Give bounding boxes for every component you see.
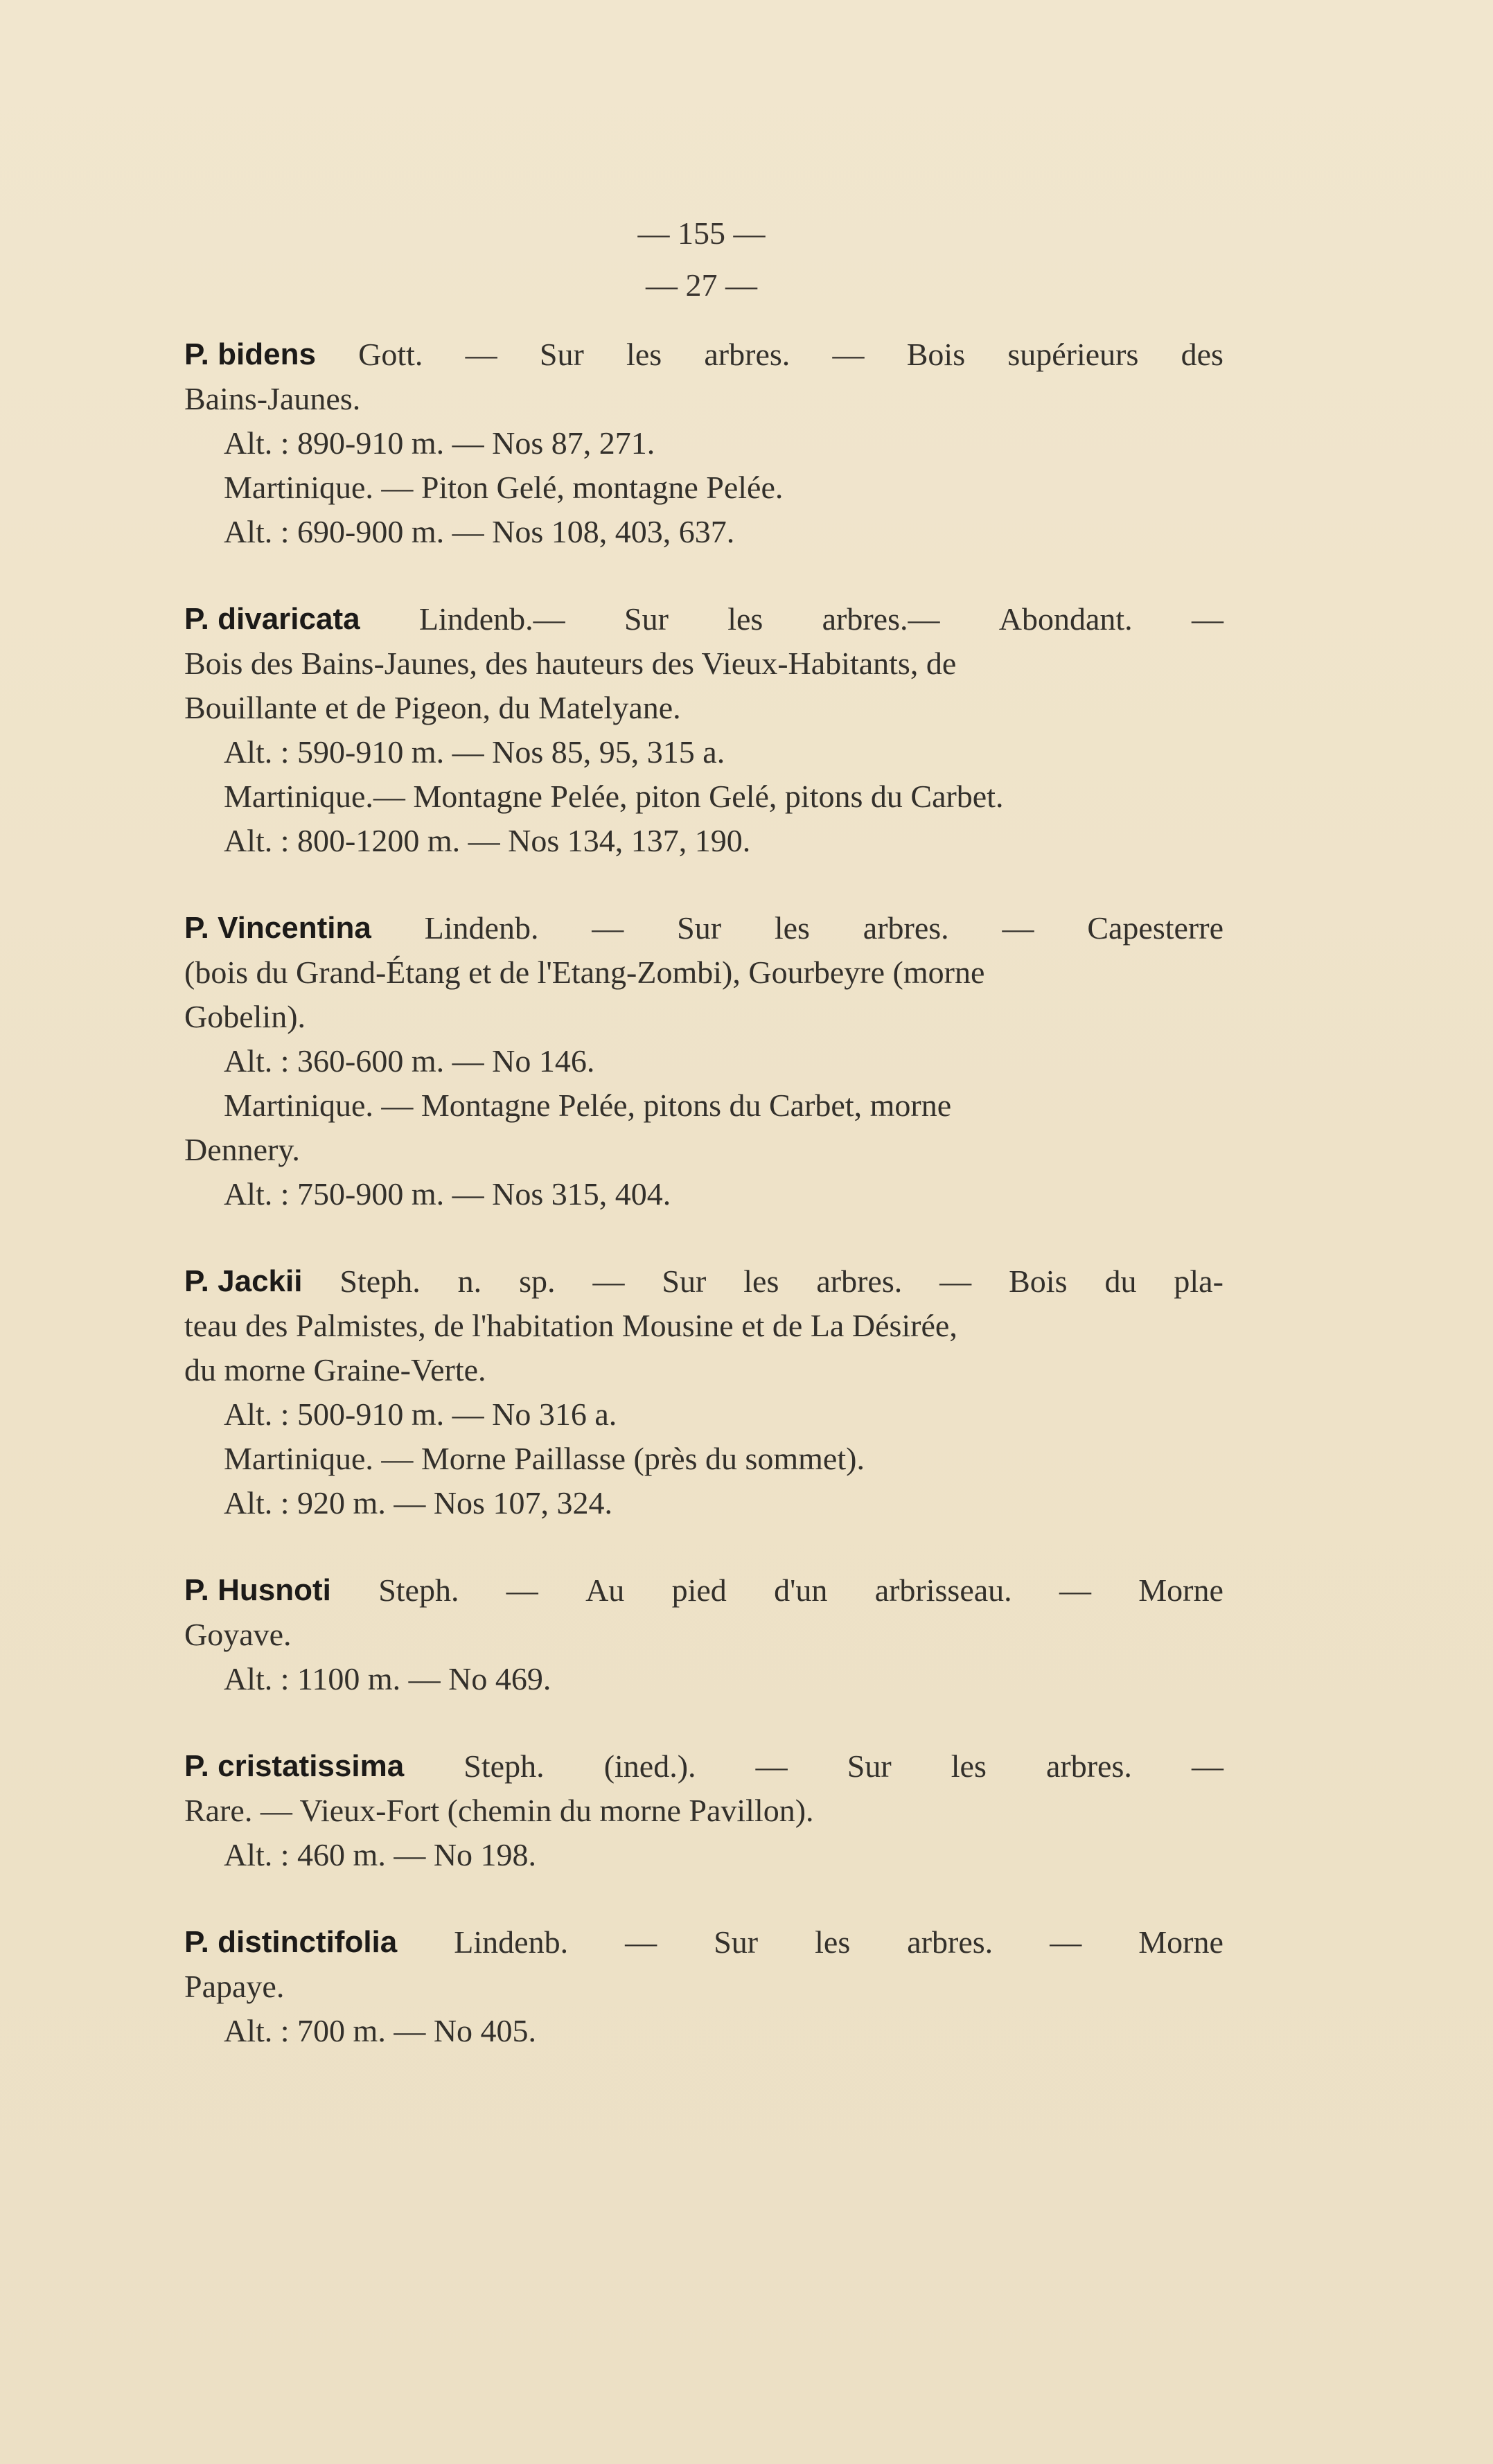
lead-word: Sur bbox=[847, 1748, 892, 1784]
taxon-name: P. Husnoti bbox=[184, 1573, 331, 1607]
entry-line: Alt. : 750-900 m. — Nos 315, 404. bbox=[224, 1176, 671, 1212]
taxon-name: P. bidens bbox=[184, 337, 316, 371]
entry-lead-line bbox=[184, 597, 1223, 641]
lead-word: pla- bbox=[1174, 1264, 1223, 1299]
entry bbox=[184, 1568, 1223, 1701]
taxon-name: P. cristatissima bbox=[184, 1749, 405, 1783]
entry bbox=[184, 1744, 1223, 1877]
entry-lead-line bbox=[184, 1744, 1223, 1789]
lead-word: arbrisseau. bbox=[874, 1572, 1012, 1608]
lead-word: Sur bbox=[714, 1924, 759, 1960]
entry-line: Martinique.— Montagne Pelée, piton Gelé, pitons du Carbet. bbox=[224, 779, 1004, 814]
lead-word: Sur bbox=[624, 601, 669, 637]
entry-line: Dennery. bbox=[184, 1132, 300, 1167]
entry bbox=[184, 1920, 1223, 2053]
lead-word: Sur bbox=[677, 910, 722, 946]
taxon-name: P. Jackii bbox=[184, 1264, 303, 1298]
lead-word: arbres.— bbox=[822, 601, 940, 637]
entry-line: Bouillante et de Pigeon, du Matelyane. bbox=[184, 690, 681, 725]
entry-line: (bois du Grand-Étang et de l'Etang-Zombi), Gourbeyre (morne bbox=[184, 955, 985, 990]
lead-word: Steph. bbox=[339, 1264, 421, 1299]
body-text bbox=[184, 333, 1223, 2096]
entry-line: Alt. : 500-910 m. — No 316 a. bbox=[224, 1397, 617, 1432]
lead-word: Sur bbox=[539, 337, 584, 372]
lead-word: Morne bbox=[1138, 1572, 1223, 1608]
lead-word: — bbox=[592, 910, 624, 946]
entry-line: Gobelin). bbox=[184, 999, 306, 1034]
lead-word: supérieurs bbox=[1007, 337, 1139, 372]
lead-word: — bbox=[506, 1572, 538, 1608]
lead-word: — bbox=[755, 1748, 788, 1784]
lead-word: les bbox=[774, 910, 810, 946]
lead-word: Lindenb. bbox=[424, 910, 539, 946]
entry-line: Alt. : 690-900 m. — Nos 108, 403, 637. bbox=[224, 514, 735, 549]
lead-word: Morne bbox=[1138, 1924, 1223, 1960]
entry-lead-line bbox=[184, 333, 1223, 377]
lead-word: Bois bbox=[1009, 1264, 1068, 1299]
entry-line: teau des Palmistes, de l'habitation Mousine et de La Désirée, bbox=[184, 1308, 957, 1343]
lead-word: — bbox=[1002, 910, 1034, 946]
lead-word: des bbox=[1181, 337, 1223, 372]
lead-word: pied bbox=[671, 1572, 727, 1608]
lead-word: — bbox=[1191, 1748, 1223, 1784]
lead-word: — bbox=[625, 1924, 657, 1960]
taxon-name: P. distinctifolia bbox=[184, 1925, 398, 1959]
entry-line: Bois des Bains-Jaunes, des hauteurs des Vieux-Habitants, de bbox=[184, 646, 957, 681]
lead-word: Gott. bbox=[358, 337, 423, 372]
lead-word: Lindenb. bbox=[454, 1924, 569, 1960]
lead-word: les bbox=[626, 337, 662, 372]
lead-word: — bbox=[1191, 601, 1223, 637]
lead-word: Bois bbox=[906, 337, 966, 372]
entry bbox=[184, 1259, 1223, 1525]
lead-word: Abondant. bbox=[998, 601, 1133, 637]
entry-line: du morne Graine-Verte. bbox=[184, 1352, 486, 1388]
entry-line: Goyave. bbox=[184, 1617, 292, 1652]
lead-word: — bbox=[1050, 1924, 1082, 1960]
entry-line: Alt. : 920 m. — Nos 107, 324. bbox=[224, 1485, 612, 1521]
entry-line: Papaye. bbox=[184, 1969, 285, 2004]
lead-word: Lindenb.— bbox=[418, 601, 565, 637]
lead-word: les bbox=[815, 1924, 851, 1960]
lead-word: Au bbox=[585, 1572, 625, 1608]
lead-word: — bbox=[832, 337, 865, 372]
taxon-name: P. divaricata bbox=[184, 602, 360, 636]
lead-word: arbres. bbox=[1045, 1748, 1132, 1784]
page-number-original: — 155 — bbox=[637, 215, 766, 251]
entry-lead-line bbox=[184, 1920, 1223, 1965]
entry-line: Alt. : 800-1200 m. — Nos 134, 137, 190. bbox=[224, 823, 751, 858]
entry-line: Martinique. — Montagne Pelée, pitons du Carbet, morne bbox=[224, 1088, 952, 1123]
entry-line: Martinique. — Piton Gelé, montagne Pelée. bbox=[224, 470, 784, 505]
entry-line: Bains-Jaunes. bbox=[184, 381, 361, 416]
lead-word: n. bbox=[457, 1264, 482, 1299]
entry-line: Rare. — Vieux-Fort (chemin du morne Pavillon). bbox=[184, 1793, 814, 1828]
entry-line: Martinique. — Morne Paillasse (près du sommet). bbox=[224, 1441, 865, 1476]
lead-word: arbres. bbox=[907, 1924, 993, 1960]
lead-word: du bbox=[1104, 1264, 1137, 1299]
entry-line: Alt. : 360-600 m. — No 146. bbox=[224, 1043, 595, 1079]
lead-word: Capesterre bbox=[1087, 910, 1223, 946]
entry bbox=[184, 906, 1223, 1216]
entry bbox=[184, 597, 1223, 863]
lead-word: Steph. bbox=[378, 1572, 459, 1608]
entry-line: Alt. : 700 m. — No 405. bbox=[224, 2013, 537, 2048]
entry-lead-line bbox=[184, 1259, 1223, 1304]
lead-word: les bbox=[727, 601, 763, 637]
entry bbox=[184, 333, 1223, 554]
lead-word: — bbox=[465, 337, 497, 372]
lead-word: les bbox=[743, 1264, 779, 1299]
entry-line: Alt. : 1100 m. — No 469. bbox=[224, 1661, 551, 1696]
entry-lead-line bbox=[184, 1568, 1223, 1613]
lead-word: — bbox=[939, 1264, 972, 1299]
lead-word: Steph. bbox=[463, 1748, 545, 1784]
lead-word: (ined.). bbox=[603, 1748, 696, 1784]
entry-lead-line bbox=[184, 906, 1223, 950]
entry-line: Alt. : 460 m. — No 198. bbox=[224, 1837, 537, 1872]
entry-line: Alt. : 590-910 m. — Nos 85, 95, 315 a. bbox=[224, 734, 725, 770]
lead-word: — bbox=[1059, 1572, 1091, 1608]
lead-word: — bbox=[592, 1264, 625, 1299]
lead-word: sp. bbox=[519, 1264, 556, 1299]
lead-word: arbres. bbox=[863, 910, 949, 946]
entry-line: Alt. : 890-910 m. — Nos 87, 271. bbox=[224, 425, 655, 461]
page-number-section: — 27 — bbox=[646, 267, 757, 303]
lead-word: arbres. bbox=[704, 337, 790, 372]
lead-word: d'un bbox=[774, 1572, 828, 1608]
lead-word: les bbox=[951, 1748, 987, 1784]
lead-word: arbres. bbox=[816, 1264, 903, 1299]
lead-word: Sur bbox=[662, 1264, 707, 1299]
taxon-name: P. Vincentina bbox=[184, 911, 371, 945]
